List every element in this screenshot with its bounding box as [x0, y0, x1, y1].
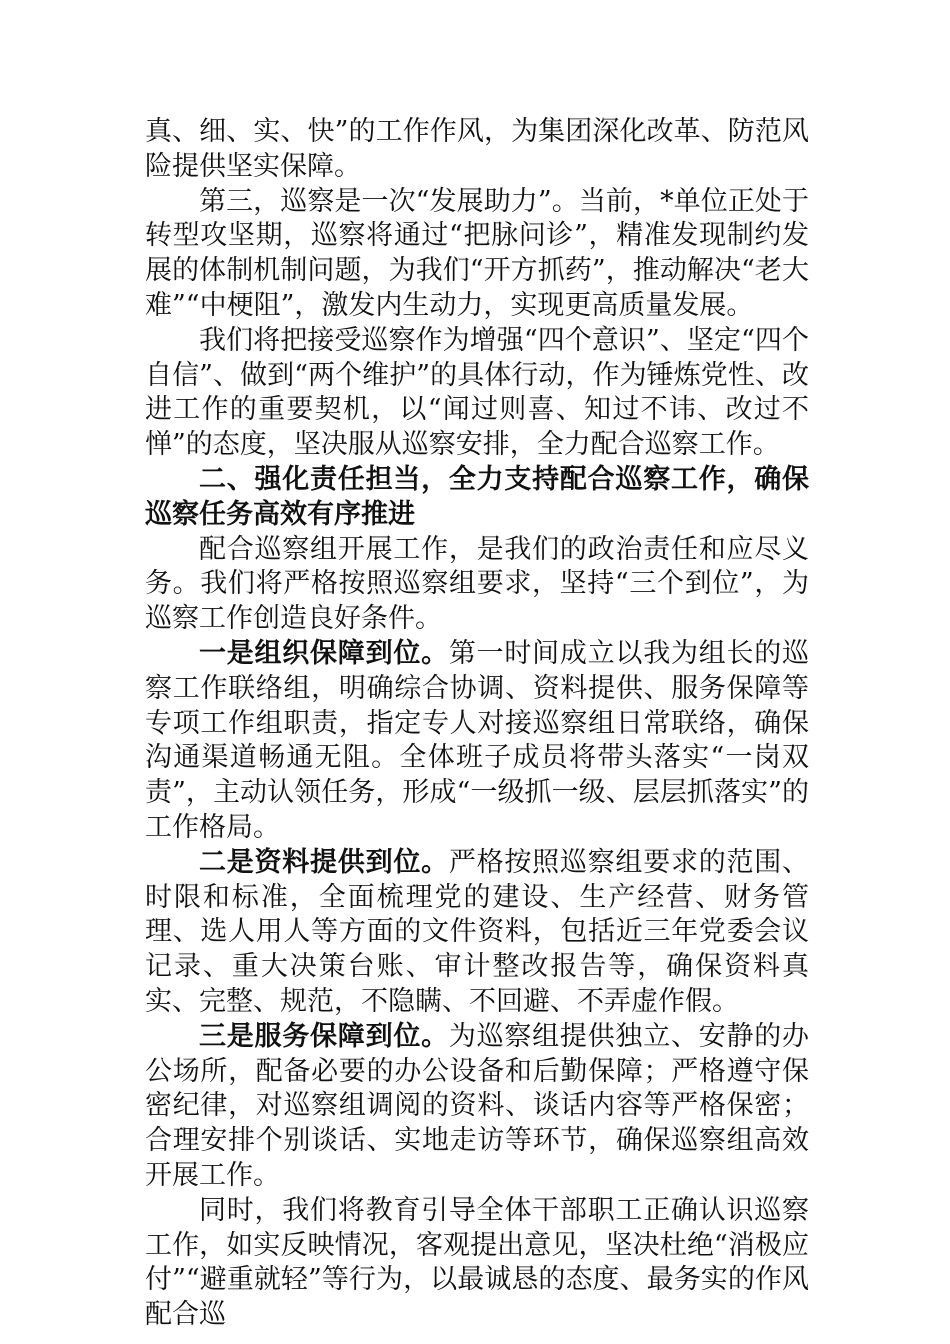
paragraph-body-materials: 严格按照巡察组要求的范围、时限和标准，全面梳理党的建设、生产经营、财务管理、选人用人等方面的文件资料，包括近三年党委会议记录、重大决策台账、审计整改报告等，确保资料真实、完整、规范，不隐瞒、不回避、不弄虚作假。 — [145, 846, 810, 1017]
paragraph-lead-materials: 二是资料提供到位。 — [199, 846, 449, 878]
paragraph-responsibility: 配合巡察组开展工作，是我们的政治责任和应尽义务。我们将严格按照巡察组要求，坚持“三个到位”，为巡察工作创造良好条件。 — [145, 533, 809, 635]
paragraph-third-point: 第三，巡察是一次“发展助力”。当前，*单位正处于转型攻坚期，巡察将通过“把脉问诊”，精准发现制约发展的体制机制问题，为我们“开方抓药”，推动解决“老大难”“中梗阻”，激发内生动力，实现更高质量发展。 — [145, 185, 809, 321]
paragraph-body-organization: 第一时间成立以我为组长的巡察工作联络组，明确综合协调、资料提供、服务保障等专项工作组职责，指定专人对接巡察组日常联络，确保沟通渠道畅通无阻。全体班子成员将带头落实“一岗双责”，主动认领任务，形成“一级抓一级、层层抓落实”的工作格局。 — [145, 637, 810, 843]
paragraph-lead-organization: 一是组织保障到位。 — [199, 637, 449, 669]
paragraph-commitment: 我们将把接受巡察作为增强“四个意识”、坚定“四个自信”、做到“两个维护”的具体行动，作为锤炼党性、改进工作的重要契机，以“闻过则喜、知过不讳、改过不惮”的态度，坚决服从巡察安排，全力配合巡察工作。 — [145, 324, 809, 461]
section-heading-2: 二、强化责任担当，全力支持配合巡察工作，确保巡察任务高效有序推进 — [145, 463, 809, 530]
paragraph-body-service: 为巡察组提供独立、安静的办公场所，配备必要的办公设备和后勤保障；严格遵守保密纪律，对巡察组调阅的资料、谈话内容等严格保密；合理安排个别谈话、实地走访等环节，确保巡察组高效开展工作。 — [145, 1020, 810, 1191]
paragraph-lead-service: 三是服务保障到位。 — [199, 1020, 449, 1052]
paragraph-organization — [145, 637, 809, 846]
paragraph-continued: 真、细、实、快”的工作作风，为集团深化改革、防范风险提供坚实保障。 — [145, 116, 809, 182]
document-page — [145, 115, 809, 1333]
paragraph-service — [145, 1020, 809, 1194]
paragraph-meanwhile: 同时，我们将教育引导全体干部职工正确认识巡察工作，如实反映情况，客观提出意见，坚决杜绝“消极应付”“避重就轻”等行为，以最诚恳的态度、最务实的作风配合巡 — [145, 1194, 809, 1331]
paragraph-materials — [145, 846, 809, 1020]
